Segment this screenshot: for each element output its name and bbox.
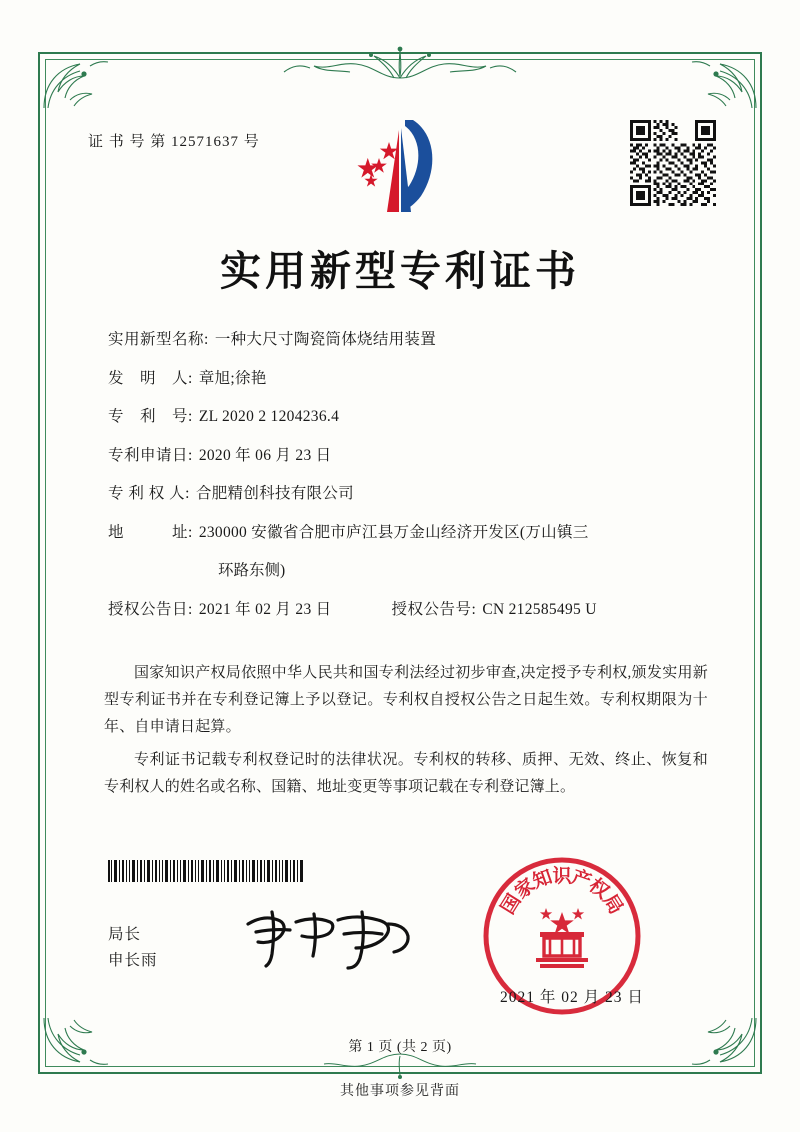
legal-text xyxy=(104,660,708,807)
corner-ornament-icon xyxy=(40,54,114,112)
footer-note: 其他事项参见背面 xyxy=(340,1084,460,1099)
field-address-line2: 环路东侧) xyxy=(218,562,286,579)
grant-no-value: CN 212585495 U xyxy=(482,600,597,618)
svg-text:局: 局 xyxy=(598,890,628,919)
field-inventor xyxy=(108,371,710,387)
grant-no-label: 授权公告号: xyxy=(391,600,477,618)
top-flourish-icon xyxy=(270,42,530,84)
field-patentee xyxy=(108,486,710,502)
field-value: 一种大尺寸陶瓷筒体烧结用装置 xyxy=(214,331,437,348)
field-value: 合肥精创科技有限公司 xyxy=(195,485,354,502)
field-address xyxy=(108,525,710,541)
qr-code xyxy=(630,120,716,206)
svg-text:产: 产 xyxy=(568,865,595,893)
field-label: 专 利 权 人: xyxy=(108,485,190,502)
cnipa-logo-icon xyxy=(335,112,465,220)
field-utility-model-name xyxy=(108,332,710,348)
corner-ornament-icon xyxy=(686,54,760,112)
field-label: 专利申请日: xyxy=(108,446,193,464)
grant-date-value: 2021 年 02 月 23 日 xyxy=(198,600,332,618)
field-patent-number xyxy=(108,409,710,425)
field-label: 专 利 号: xyxy=(108,408,193,425)
field-value: 2020 年 06 月 23 日 xyxy=(198,446,332,464)
field-label: 发 明 人: xyxy=(108,369,193,387)
barcode xyxy=(108,860,304,882)
svg-text:识: 识 xyxy=(552,865,572,887)
field-label: 地 址: xyxy=(108,523,193,541)
field-value: 章旭;徐艳 xyxy=(198,369,267,387)
page-title: 实用新型专利证书 xyxy=(220,247,580,295)
signature-name: 申长雨 xyxy=(108,952,158,969)
field-label: 实用新型名称: xyxy=(108,331,209,348)
field-application-date xyxy=(108,448,710,464)
svg-text:国: 国 xyxy=(496,890,526,919)
page-number: 第 1 页 (共 2 页) xyxy=(348,1040,452,1055)
field-list xyxy=(108,332,710,640)
signature-block xyxy=(108,922,158,974)
paragraph-1: 国家知识产权局依照中华人民共和国专利法经过初步审查,决定授予专利权,颁发实用新型专利证书并在专利登记簿上予以登记。专利权自授权公告之日起生效。专利权期限为十年、自申请日起算。 xyxy=(104,665,708,735)
field-value: 230000 安徽省合肥市庐江县万金山经济开发区(万山镇三 xyxy=(198,523,589,541)
field-value: ZL 2020 2 1204236.4 xyxy=(198,408,340,425)
field-grant-notice xyxy=(108,602,710,618)
signature-role: 局长 xyxy=(108,926,142,943)
certificate-number: 证 书 号 第 12571637 号 xyxy=(88,134,260,150)
svg-text:知: 知 xyxy=(529,865,556,893)
seal-date: 2021 年 02 月 23 日 xyxy=(500,989,644,1006)
grant-date-label: 授权公告日: xyxy=(108,600,193,618)
paragraph-2: 专利证书记载专利权登记时的法律状况。专利权的转移、质押、无效、终止、恢复和专利权人的姓名或名称、国籍、地址变更等事项记载在专利登记簿上。 xyxy=(104,752,708,795)
svg-text:家: 家 xyxy=(510,874,540,904)
svg-text:权: 权 xyxy=(584,874,614,904)
handwritten-signature xyxy=(238,898,418,972)
